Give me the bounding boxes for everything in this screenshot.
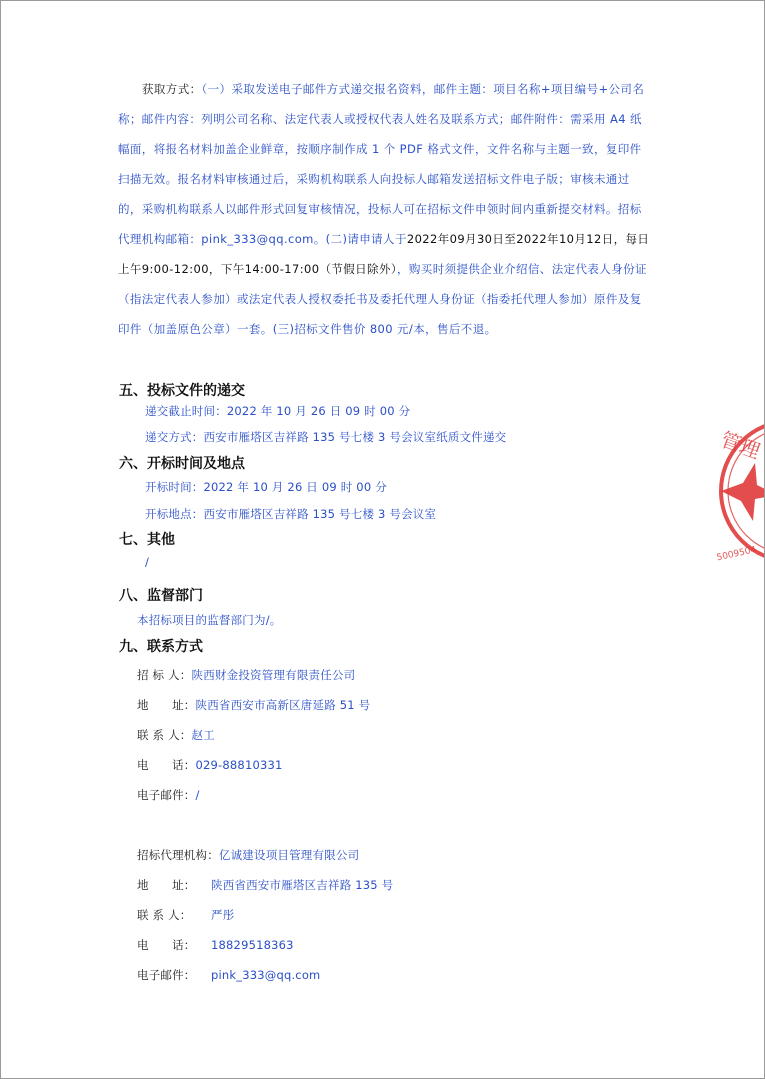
agency-address: 陕西省西安市雁塔区吉祥路 135 号 (211, 878, 394, 892)
buyer-contact-label: 联 系 人： (137, 728, 192, 742)
section5-heading: 五、投标文件的递交 (119, 383, 245, 399)
agency-email: pink_333@qq.com (211, 968, 321, 982)
acquisition-paragraph (118, 74, 650, 344)
section8-heading: 八、监督部门 (119, 588, 203, 604)
agency-email-label: 电子邮件： (137, 968, 196, 982)
acquisition-date-text: 2022年09月30日至2022年10月12日，每日上午9:00-12:00，下午14:00-17:00（节假日除外） (118, 232, 650, 276)
section9-heading: 九、联系方式 (119, 639, 203, 655)
section7-heading: 七、其他 (119, 532, 175, 548)
buyer-contact: 赵工 (191, 728, 215, 742)
agency-name-label: 招标代理机构： (137, 848, 219, 862)
acquisition-intro-text: (二)请申请人于 (325, 232, 407, 246)
agency-name: 亿诚建设项目管理有限公司 (218, 848, 360, 862)
agency-contact: 严彤 (211, 908, 235, 922)
agency-phone-label: 电 话： (137, 938, 196, 952)
buyer-address: 陕西省西安市高新区唐延路 51 号 (195, 698, 371, 712)
other-content: / (145, 555, 150, 569)
agency-phone: 18829518363 (211, 938, 294, 952)
acquisition-requirements-text: ，购买时须提供企业介绍信、法定代表人身份证（指法定代表人参加）或法定代表人授权委托书及委托代理人身份证（指委托代理人参加）原件及复印件（加盖原色公章）一套。(三)招标文件售价 800 元/本，售后不退。 (118, 262, 647, 336)
supervision-content: 本招标项目的监督部门为/。 (137, 613, 282, 627)
opening-place: 开标地点：西安市雁塔区吉祥路 135 号七楼 3 号会议室 (145, 507, 437, 521)
buyer-phone: 029-88810331 (195, 758, 283, 772)
seal-text-top: 管理 (717, 427, 764, 464)
buyer-email-label: 电子邮件： (137, 788, 196, 802)
seal-star-icon (721, 463, 765, 521)
buyer-name: 陕西财金投资管理有限责任公司 (191, 668, 356, 682)
submission-deadline: 递交截止时间：2022 年 10 月 26 日 09 时 00 分 (145, 404, 411, 418)
buyer-name-label: 招 标 人： (137, 668, 192, 682)
section6-heading: 六、开标时间及地点 (119, 456, 245, 472)
submission-method: 递交方式：西安市雁塔区吉祥路 135 号七楼 3 号会议室纸质文件递交 (145, 430, 507, 444)
seal-text-bottom: 5009504 (715, 545, 758, 564)
buyer-address-label: 地 址： (137, 698, 196, 712)
agency-contact-label: 联 系 人： (137, 908, 192, 922)
company-seal-stamp (713, 411, 765, 571)
acquisition-lead: 获取方式： (142, 82, 202, 96)
acquisition-method-text: （一）采取发送电子邮件方式递交报名资料，邮件主题：项目名称+项目编号+公司名称；邮件内容：列明公司名称、法定代表人或授权代表人姓名及联系方式；邮件附件：需采用 A4 纸幅面，将报名材料加盖企业鲜章，按顺序制作成 1 个 PDF 格式文件，文件名称与主题一致，复印件扫描无效。报名材料审核通过后，采购机构联系人向投标人邮箱发送招标文件电子版；审核未通过的，采购机构联系人以邮件形式回复审核情况，投标人可在招标文件申领时间内重新提交材料。招标代理机构邮箱：pink_333@qq.com。 (118, 82, 645, 246)
buyer-phone-label: 电 话： (137, 758, 196, 772)
buyer-email: / (195, 788, 200, 802)
agency-address-label: 地 址： (137, 878, 196, 892)
opening-time: 开标时间：2022 年 10 月 26 日 09 时 00 分 (145, 480, 387, 494)
